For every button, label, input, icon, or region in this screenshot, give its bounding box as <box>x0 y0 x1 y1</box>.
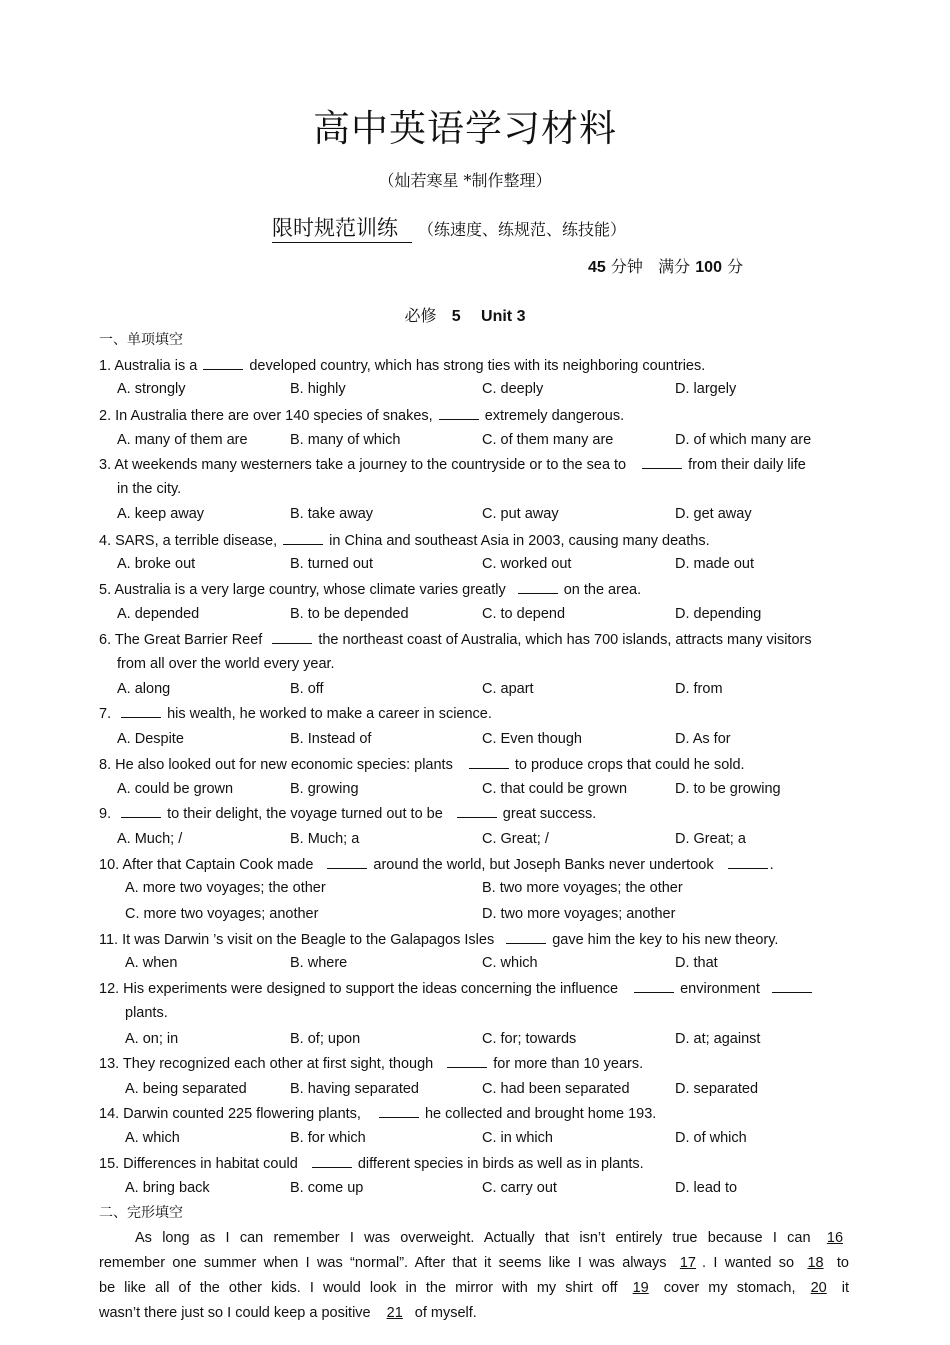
q7-option-b: B. Instead of <box>290 731 372 747</box>
q7-option-d: D. As for <box>675 731 731 747</box>
question-6: 6. The Great Barrier Reef the northeast coast of Australia, which has 700 islands, attracts many visitors <box>99 632 812 648</box>
answer-blank <box>728 856 768 869</box>
answer-blank <box>518 581 558 594</box>
score-label: 满分 <box>658 257 691 276</box>
blank-number-21: 21 <box>386 1305 403 1321</box>
q13-option-c: C. had been separated <box>482 1081 630 1097</box>
answer-blank <box>447 1055 487 1068</box>
answer-blank <box>283 532 323 545</box>
q12-option-d: D. at; against <box>675 1031 761 1047</box>
q3-option-d: D. get away <box>675 506 752 522</box>
blank-number-19: 19 <box>632 1280 649 1296</box>
answer-blank <box>272 631 312 644</box>
time-score-line <box>588 254 743 277</box>
q5-option-d: D. depending <box>675 606 762 622</box>
q8-option-c: C. that could be grown <box>482 781 628 797</box>
answer-blank <box>327 856 367 869</box>
q14-option-c: C. in which <box>482 1130 553 1146</box>
training-heading <box>272 212 626 243</box>
unit-number: 5 <box>451 308 461 325</box>
q15-option-c: C. carry out <box>482 1180 557 1196</box>
passage-line-2: remember one summer when I was “normal”. After that it seems like I was always 17 . I wanted so 18 to <box>99 1255 849 1271</box>
answer-blank <box>312 1155 352 1168</box>
question-3-cont: in the city. <box>117 481 182 497</box>
q7-option-c: C. Even though <box>482 731 582 747</box>
passage-line-1: As long as I can remember I was overweight. Actually that isn’t entirely true because I can 16 <box>99 1230 849 1246</box>
question-4: 4. SARS, a terrible disease, in China and southeast Asia in 2003, causing many deaths. <box>99 533 710 549</box>
q4-option-a: A. broke out <box>117 556 196 572</box>
blank-number-16: 16 <box>826 1230 844 1246</box>
question-8: 8. He also looked out for new economic species: plants to produce crops that could he sold. <box>99 757 745 773</box>
section-2-title: 二、完形填空 <box>99 1205 183 1221</box>
q8-option-d: D. to be growing <box>675 781 781 797</box>
q4-option-d: D. made out <box>675 556 754 572</box>
answer-blank <box>634 980 674 993</box>
q8-option-b: B. growing <box>290 781 359 797</box>
q14-option-b: B. for which <box>290 1130 366 1146</box>
answer-blank <box>121 705 161 718</box>
question-15: 15. Differences in habitat could different species in birds as well as in plants. <box>99 1156 644 1172</box>
unit-name: Unit 3 <box>481 308 526 325</box>
q4-option-c: C. worked out <box>482 556 572 572</box>
question-2: 2. In Australia there are over 140 species of snakes, extremely dangerous. <box>99 408 625 424</box>
q2-option-c: C. of them many are <box>482 432 614 448</box>
q6-option-d: D. from <box>675 681 723 697</box>
q8-option-a: A. could be grown <box>117 781 234 797</box>
question-1: 1. Australia is a developed country, which has strong ties with its neighboring countries. <box>99 358 706 374</box>
q11-option-a: A. when <box>125 955 178 971</box>
score-unit: 分 <box>727 257 744 276</box>
q1-option-c: C. deeply <box>482 381 544 397</box>
question-10: 10. After that Captain Cook made around the world, but Joseph Banks never undertook . <box>99 857 774 873</box>
answer-blank <box>772 980 812 993</box>
q10-option-d: D. two more voyages; another <box>482 906 676 922</box>
q3-option-a: A. keep away <box>117 506 205 522</box>
q3-option-b: B. take away <box>290 506 374 522</box>
passage-line-4: wasn’t there just so I could keep a positive 21 of myself. <box>99 1305 477 1321</box>
passage-line-3: be like all of the other kids. I would look in the mirror with my shirt off 19 cover my stomach, 20 it <box>99 1280 850 1296</box>
q6-option-b: B. off <box>290 681 324 697</box>
q5-option-a: A. depended <box>117 606 200 622</box>
section-1-title: 一、单项填空 <box>99 332 183 348</box>
q2-option-a: A. many of them are <box>117 432 248 448</box>
q12-option-a: A. on; in <box>125 1031 179 1047</box>
question-6-cont: from all over the world every year. <box>117 656 335 672</box>
q4-option-b: B. turned out <box>290 556 374 572</box>
q10-option-c: C. more two voyages; another <box>125 906 319 922</box>
q15-option-a: A. bring back <box>125 1180 210 1196</box>
q10-option-b: B. two more voyages; the other <box>482 880 683 896</box>
q15-option-d: D. lead to <box>675 1180 738 1196</box>
q5-option-c: C. to depend <box>482 606 566 622</box>
q2-option-d: D. of which many are <box>675 432 812 448</box>
q12-option-c: C. for; towards <box>482 1031 577 1047</box>
answer-blank <box>469 756 509 769</box>
q10-option-a: A. more two voyages; the other <box>125 880 326 896</box>
q9-option-b: B. Much; a <box>290 831 360 847</box>
question-12-cont: plants. <box>125 1005 168 1021</box>
q11-option-c: C. which <box>482 955 538 971</box>
question-13: 13. They recognized each other at first sight, though for more than 10 years. <box>99 1056 644 1072</box>
answer-blank <box>642 456 682 469</box>
question-7: 7. his wealth, he worked to make a career in science. <box>99 706 492 722</box>
question-5: 5. Australia is a very large country, whose climate varies greatly on the area. <box>99 582 642 598</box>
unit-heading <box>0 303 930 326</box>
q13-option-d: D. separated <box>675 1081 759 1097</box>
q11-option-b: B. where <box>290 955 348 971</box>
answer-blank <box>439 407 479 420</box>
q9-option-c: C. Great; / <box>482 831 549 847</box>
blank-number-17: 17 <box>679 1255 696 1271</box>
q14-option-d: D. of which <box>675 1130 747 1146</box>
q14-option-a: A. which <box>125 1130 180 1146</box>
blank-number-18: 18 <box>807 1255 824 1271</box>
question-9: 9. to their delight, the voyage turned out to be great success. <box>99 806 597 822</box>
q6-option-c: C. apart <box>482 681 534 697</box>
q13-option-b: B. having separated <box>290 1081 419 1097</box>
q13-option-a: A. being separated <box>125 1081 247 1097</box>
q1-option-a: A. strongly <box>117 381 186 397</box>
answer-blank <box>203 357 243 370</box>
answer-blank <box>506 931 546 944</box>
q7-option-a: A. Despite <box>117 731 184 747</box>
q3-option-c: C. put away <box>482 506 559 522</box>
unit-cn: 必修 <box>404 306 437 325</box>
answer-blank <box>379 1105 419 1118</box>
q9-option-d: D. Great; a <box>675 831 746 847</box>
time-number: 45 <box>588 259 606 276</box>
q5-option-b: B. to be depended <box>290 606 409 622</box>
blank-number-20: 20 <box>810 1280 827 1296</box>
question-11: 11. It was Darwin ’s visit on the Beagle to the Galapagos Isles gave him the key to his new theory. <box>99 932 779 948</box>
question-3: 3. At weekends many westerners take a journey to the countryside or to the sea to from their daily life <box>99 457 806 473</box>
time-unit: 分钟 <box>610 257 643 276</box>
score-number: 100 <box>695 259 722 276</box>
answer-blank <box>121 805 161 818</box>
q15-option-b: B. come up <box>290 1180 364 1196</box>
document-subtitle: （灿若寒星 *制作整理） <box>378 171 552 190</box>
q1-option-d: D. largely <box>675 381 737 397</box>
q6-option-a: A. along <box>117 681 171 697</box>
q1-option-b: B. highly <box>290 381 346 397</box>
question-12: 12. His experiments were designed to support the ideas concerning the influence environment <box>99 980 818 997</box>
q12-option-b: B. of; upon <box>290 1031 361 1047</box>
training-main-label: 限时规范训练 <box>272 212 412 243</box>
answer-blank <box>457 805 497 818</box>
q11-option-d: D. that <box>675 955 718 971</box>
q9-option-a: A. Much; / <box>117 831 183 847</box>
question-14: 14. Darwin counted 225 flowering plants, he collected and brought home 193. <box>99 1106 657 1122</box>
training-paren-label: （练速度、练规范、练技能） <box>418 220 627 239</box>
document-title: 高中英语学习材料 <box>313 107 617 150</box>
q2-option-b: B. many of which <box>290 432 401 448</box>
